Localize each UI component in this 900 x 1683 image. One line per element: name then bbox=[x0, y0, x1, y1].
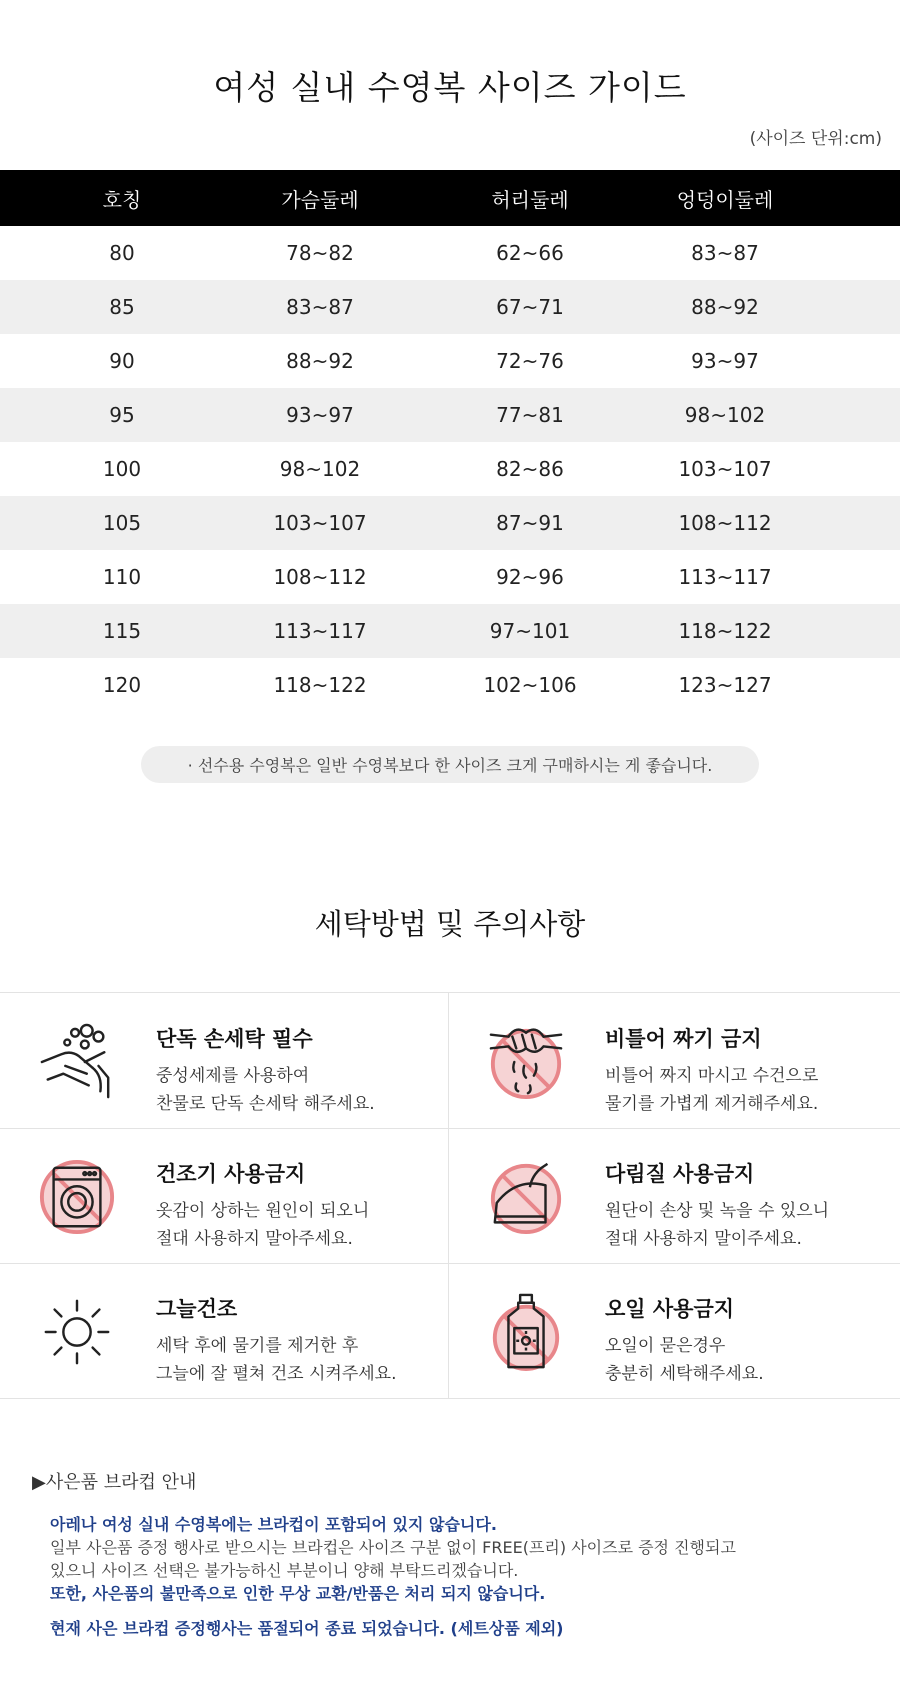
care-item-no-oil bbox=[449, 1263, 897, 1398]
care-row bbox=[0, 1263, 900, 1399]
table-row bbox=[0, 658, 900, 712]
header-hip: 엉덩이둘레 bbox=[676, 187, 774, 212]
care-heading: 다림질 사용금지 bbox=[605, 1162, 755, 1186]
cell-waist: 82~86 bbox=[496, 457, 564, 481]
cell-bust: 103~107 bbox=[273, 511, 367, 535]
table-row bbox=[0, 496, 900, 550]
care-desc-line1: 세탁 후에 물기를 제거한 후 bbox=[156, 1336, 359, 1356]
cell-hip: 88~92 bbox=[691, 295, 759, 319]
cell-waist: 102~106 bbox=[483, 673, 577, 697]
cell-bust: 118~122 bbox=[273, 673, 367, 697]
table-row bbox=[0, 334, 900, 388]
care-row bbox=[0, 993, 900, 1129]
care-desc-line1: 옷감이 상하는 원인이 되오니 bbox=[156, 1201, 370, 1221]
table-row bbox=[0, 280, 900, 334]
care-item-no-wring bbox=[449, 993, 897, 1128]
size-tip: · 선수용 수영복은 일반 수영복보다 한 사이즈 크게 구매하시는 게 좋습니다. bbox=[141, 746, 759, 783]
care-desc-line1: 오일이 묻은경우 bbox=[605, 1336, 726, 1356]
care-item-no-dryer bbox=[0, 1128, 448, 1263]
table-row bbox=[0, 604, 900, 658]
cell-bust: 108~112 bbox=[273, 565, 367, 589]
cell-bust: 98~102 bbox=[279, 457, 361, 481]
cell-waist: 72~76 bbox=[496, 349, 564, 373]
cell-size: 95 bbox=[109, 403, 135, 427]
shade-dry-icon bbox=[38, 1293, 116, 1371]
care-desc-line2: 절대 사용하지 말아주세요. bbox=[156, 1229, 353, 1249]
cell-waist: 92~96 bbox=[496, 565, 564, 589]
cell-size: 115 bbox=[102, 619, 142, 643]
care-desc-line1: 비틀어 짜지 마시고 수건으로 bbox=[605, 1066, 819, 1086]
care-desc-line2: 물기를 가볍게 제거해주세요. bbox=[605, 1094, 819, 1114]
page-title: 여성 실내 수영복 사이즈 가이드 bbox=[213, 68, 687, 107]
cell-size: 80 bbox=[109, 241, 135, 265]
cell-hip: 93~97 bbox=[691, 349, 759, 373]
gift-notice-line: 현재 사은 브라컵 증정행사는 품절되어 종료 되었습니다. (세트상품 제외) bbox=[50, 1619, 564, 1638]
table-row bbox=[0, 226, 900, 280]
care-desc-line2: 그늘에 잘 펼쳐 건조 시켜주세요. bbox=[156, 1364, 397, 1384]
header-waist: 허리둘레 bbox=[491, 187, 569, 212]
cell-waist: 77~81 bbox=[496, 403, 564, 427]
gift-notice-line: 또한, 사은품의 불만족으로 인한 무상 교환/반품은 처리 되지 않습니다. bbox=[50, 1584, 546, 1603]
care-item-hand-wash bbox=[0, 993, 448, 1128]
cell-hip: 123~127 bbox=[678, 673, 772, 697]
cell-waist: 62~66 bbox=[496, 241, 564, 265]
unit-note: (사이즈 단위:cm) bbox=[749, 129, 882, 149]
care-heading: 단독 손세탁 필수 bbox=[156, 1027, 313, 1051]
no-iron-icon bbox=[487, 1158, 565, 1236]
cell-size: 100 bbox=[102, 457, 142, 481]
header-bust: 가슴둘레 bbox=[281, 187, 359, 212]
cell-size: 90 bbox=[109, 349, 135, 373]
care-heading: 그늘건조 bbox=[156, 1297, 238, 1321]
no-oil-icon bbox=[487, 1293, 565, 1371]
table-row bbox=[0, 388, 900, 442]
care-item-shade-dry bbox=[0, 1263, 448, 1398]
care-grid bbox=[0, 992, 900, 1401]
cell-hip: 103~107 bbox=[678, 457, 772, 481]
no-dryer-icon bbox=[38, 1158, 116, 1236]
size-table-header bbox=[0, 170, 900, 226]
table-row bbox=[0, 550, 900, 604]
cell-size: 85 bbox=[109, 295, 135, 319]
care-row bbox=[0, 1128, 900, 1264]
cell-bust: 78~82 bbox=[286, 241, 354, 265]
care-desc-line2: 절대 사용하지 말이주세요. bbox=[605, 1229, 802, 1249]
cell-size: 120 bbox=[102, 673, 142, 697]
hand-wash-icon bbox=[38, 1023, 116, 1101]
cell-bust: 83~87 bbox=[286, 295, 354, 319]
cell-hip: 118~122 bbox=[678, 619, 772, 643]
gift-notice-line: 아레나 여성 실내 수영복에는 브라컵이 포함되어 있지 않습니다. bbox=[50, 1515, 497, 1534]
care-heading: 오일 사용금지 bbox=[605, 1297, 735, 1321]
cell-size: 105 bbox=[102, 511, 142, 535]
care-section-title: 세탁방법 및 주의사항 bbox=[314, 907, 586, 941]
gift-notice-line: 있으니 사이즈 선택은 불가능하신 부분이니 양해 부탁드리겠습니다. bbox=[50, 1561, 519, 1580]
header-size: 호칭 bbox=[102, 187, 142, 212]
care-heading: 비틀어 짜기 금지 bbox=[605, 1027, 762, 1051]
cell-waist: 97~101 bbox=[489, 619, 571, 643]
care-heading: 건조기 사용금지 bbox=[156, 1162, 306, 1186]
care-desc-line1: 중성세제를 사용하여 bbox=[156, 1066, 310, 1086]
cell-waist: 87~91 bbox=[496, 511, 564, 535]
cell-size: 110 bbox=[102, 565, 142, 589]
care-desc-line1: 원단이 손상 및 녹을 수 있으니 bbox=[605, 1201, 830, 1221]
cell-hip: 98~102 bbox=[684, 403, 766, 427]
care-desc-line2: 찬물로 단독 손세탁 해주세요. bbox=[156, 1094, 375, 1114]
no-wring-icon bbox=[487, 1023, 565, 1101]
cell-bust: 93~97 bbox=[286, 403, 354, 427]
care-item-no-iron bbox=[449, 1128, 897, 1263]
cell-hip: 83~87 bbox=[691, 241, 759, 265]
size-table bbox=[0, 170, 900, 712]
cell-hip: 108~112 bbox=[678, 511, 772, 535]
gift-notice-title: ▶사은품 브라컵 안내 bbox=[32, 1472, 197, 1493]
cell-bust: 113~117 bbox=[273, 619, 367, 643]
care-desc-line2: 충분히 세탁해주세요. bbox=[605, 1364, 764, 1384]
gift-notice-line: 일부 사은품 증정 행사로 받으시는 브라컵은 사이즈 구분 없이 FREE(프리) 사이즈로 증정 진행되고 bbox=[50, 1538, 736, 1557]
cell-waist: 67~71 bbox=[496, 295, 564, 319]
cell-hip: 113~117 bbox=[678, 565, 772, 589]
cell-bust: 88~92 bbox=[286, 349, 354, 373]
table-row bbox=[0, 442, 900, 496]
